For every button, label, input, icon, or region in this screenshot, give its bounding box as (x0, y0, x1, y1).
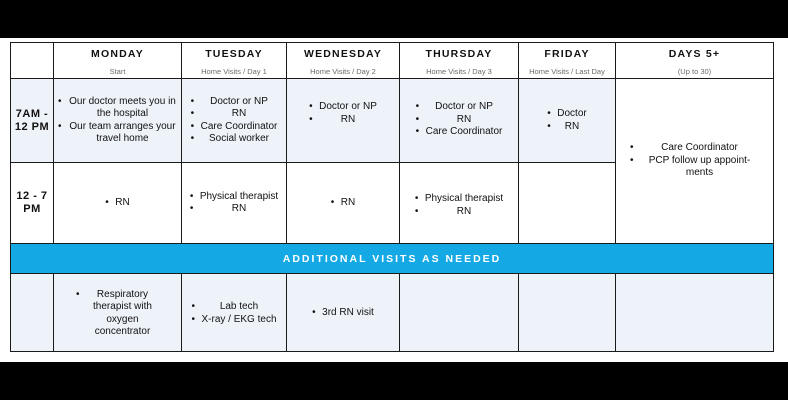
header-wednesday (287, 43, 400, 79)
visit-list (187, 301, 280, 326)
visit-list (411, 193, 507, 218)
visit-item: • PCP follow up appoint-ments (630, 155, 759, 180)
cell-thursday-morning (400, 79, 519, 163)
visit-item: • Respiratory therapist with oxygen concentrator (76, 289, 159, 339)
cell-thursday-afternoon (400, 163, 519, 244)
cell-wednesday-additional (287, 274, 400, 352)
header-friday (519, 43, 616, 79)
visit-item: • Doctor or NP (309, 101, 377, 114)
day-subtitle: (Up to 30) (677, 66, 712, 76)
day-subtitle: Home Visits / Day 3 (426, 66, 492, 76)
header-days-5-plus (616, 43, 773, 79)
visit-item: • X-ray / EKG tech (191, 314, 276, 327)
visit-list (186, 191, 282, 216)
cell-tuesday-additional (182, 274, 287, 352)
visit-list (412, 101, 507, 139)
visit-list (327, 197, 359, 210)
time-morning: 7AM - 12 PM (11, 79, 54, 163)
visit-list (616, 142, 773, 180)
cell-wednesday-morning (287, 79, 400, 163)
visit-list (101, 197, 133, 210)
visit-item: • RN (415, 206, 503, 219)
additional-visits-banner: ADDITIONAL VISITS AS NEEDED (11, 244, 773, 274)
cell-tuesday-afternoon (182, 163, 287, 244)
visit-list (54, 289, 181, 339)
slide (0, 38, 788, 362)
day-subtitle: Home Visits / Day 2 (310, 66, 376, 76)
visit-item: • Our doctor meets you in the hospital (58, 96, 177, 121)
cell-monday-additional (54, 274, 182, 352)
visit-list (308, 307, 378, 320)
visit-item: • Physical therapist (190, 191, 278, 204)
visit-item: • RN (191, 108, 278, 121)
visit-list (305, 101, 381, 126)
cell-friday-morning (519, 79, 616, 163)
cell-monday-morning (54, 79, 182, 163)
header-tuesday (182, 43, 287, 79)
visit-list (187, 96, 282, 146)
visit-item: • Doctor or NP (191, 96, 278, 109)
visit-item: • Doctor or NP (416, 101, 503, 114)
visit-item: • Care Coordinator (191, 121, 278, 134)
cell-thursday-additional (400, 274, 519, 352)
day-subtitle: Start (109, 66, 126, 76)
cell-additional-corner (11, 274, 54, 352)
time-afternoon: 12 - 7 PM (11, 163, 54, 244)
cell-tuesday-morning (182, 79, 287, 163)
visit-item: • RN (416, 114, 503, 127)
visit-item: • Physical therapist (415, 193, 503, 206)
cell-friday-afternoon (519, 163, 616, 244)
cell-friday-additional (519, 274, 616, 352)
visit-item: • Doctor (547, 108, 586, 121)
day-name: WEDNESDAY (303, 48, 383, 60)
day-subtitle: Home Visits / Last Day (529, 66, 605, 76)
schedule-table (10, 42, 774, 352)
header-monday (54, 43, 182, 79)
cell-days-5-plus (616, 79, 773, 244)
day-name: MONDAY (91, 48, 144, 60)
header-corner-cell (11, 43, 54, 79)
visit-item: • RN (309, 114, 377, 127)
day-name: FRIDAY (544, 48, 590, 60)
cell-wednesday-afternoon (287, 163, 400, 244)
day-name: TUESDAY (205, 48, 263, 60)
visit-item: • Social worker (191, 133, 278, 146)
visit-item: • Lab tech (191, 301, 276, 314)
visit-item: • 3rd RN visit (312, 307, 374, 320)
header-thursday (400, 43, 519, 79)
cell-days-5-plus-additional (616, 274, 773, 352)
day-name: THURSDAY (425, 48, 493, 60)
visit-item: • RN (331, 197, 355, 210)
cell-monday-afternoon (54, 163, 182, 244)
visit-item: • RN (547, 121, 586, 134)
visit-item: • RN (105, 197, 129, 210)
visit-list (543, 108, 590, 133)
visit-item: • Our team arranges your travel home (58, 121, 177, 146)
visit-item: • RN (190, 203, 278, 216)
visit-list (54, 96, 181, 146)
day-subtitle: Home Visits / Day 1 (201, 66, 267, 76)
visit-item: • Care Coordinator (416, 126, 503, 139)
visit-item: • Care Coordinator (630, 142, 759, 155)
day-name: DAYS 5+ (668, 48, 721, 60)
